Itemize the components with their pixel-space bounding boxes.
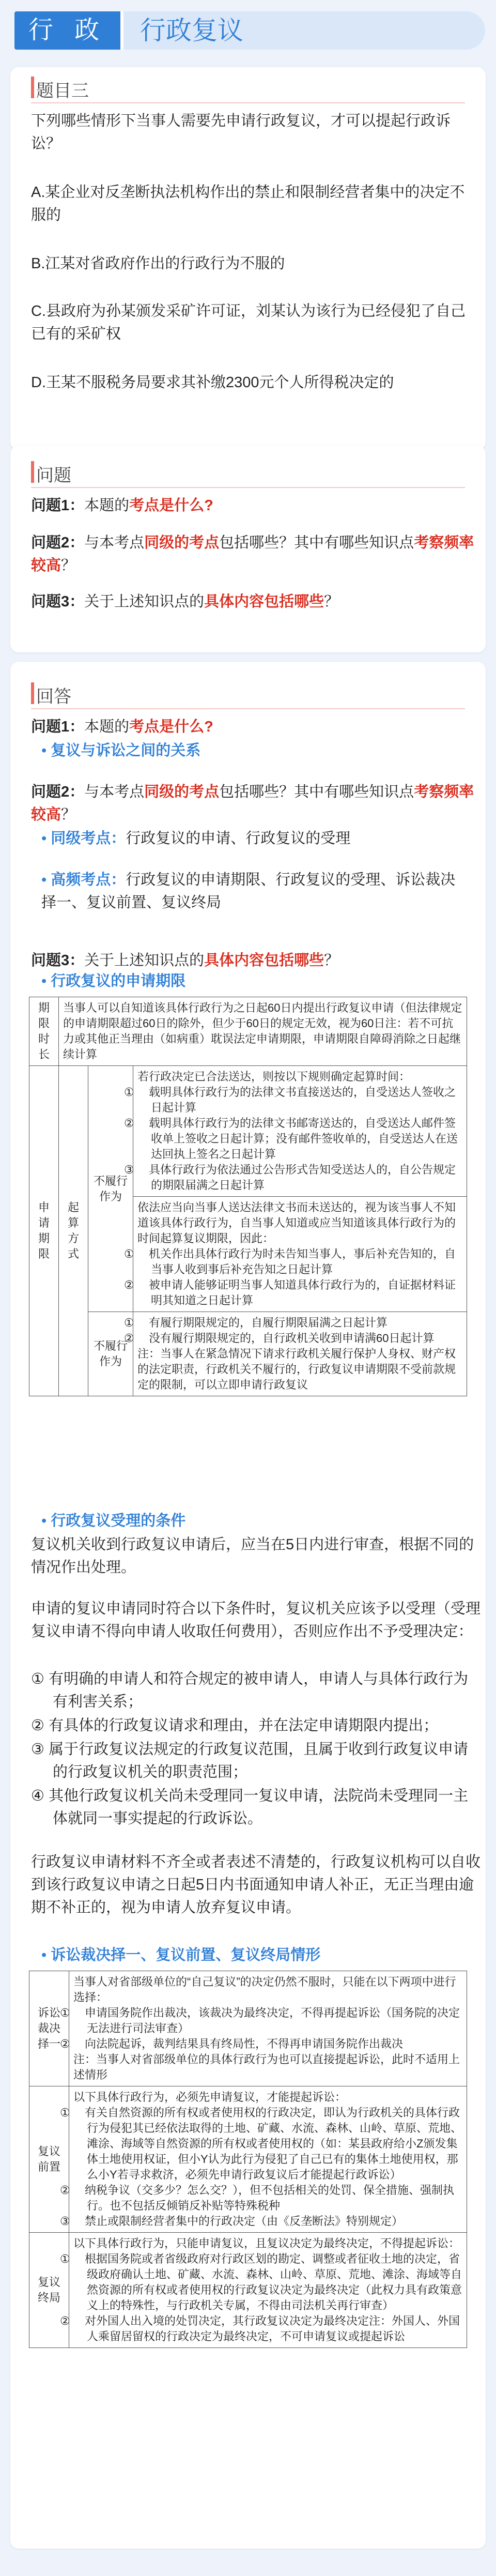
final-item: [60, 2313, 462, 2344]
choice-note: 注：当事人对省部级单位的具体行政行为也可以直接提起诉讼，此时不适用上述情形: [73, 2053, 460, 2081]
category-tag: 行 政: [14, 11, 120, 50]
precondition-item: [60, 2105, 462, 2183]
condition-item: [31, 1785, 475, 1830]
served-head: 若行政决定已合法送达，则按以下规则确定起算时间：: [137, 1070, 411, 1083]
bullet-dot: •: [41, 1513, 51, 1529]
q1-text: 本题的: [84, 497, 130, 514]
marker: ①: [60, 2006, 70, 2019]
precondition-item: [60, 2183, 462, 2214]
not-served-item: [124, 1277, 462, 1308]
question-stem: 下列哪些情形下当事人需要先申请行政复议，才可以提起行政诉讼？: [31, 113, 451, 152]
marker: ①: [60, 2252, 70, 2265]
option-b[interactable]: B.江某对省政府作出的行政行为不服的: [31, 255, 285, 272]
not-served-item-text: 机关作出具体行政行为时未告知当事人，事后补充告知的，自当事人收到事后补充告知之日起计算: [149, 1247, 456, 1276]
final-item-text: 对外国人出入境的处罚决定，其行政复议决定为最终决定注：外国人、外国人乘留居留权的行政决定为最终决定，不可申请复议或提起诉讼: [85, 2314, 460, 2343]
final-item-text: 根据国务院或者省级政府对行政区划的勘定、调整或者征收土地的决定，省级政府确认土地、矿藏、水流、森林、山岭、草原、荒地、滩涂、海域等自然资源的所有权或者使用权的行政复议决定为最终决定（此权力具有政策意义上的特殊性，与行政机关专属，不得由司法机关再行审查）: [85, 2252, 462, 2312]
aq2-prefix: 问题2：: [31, 784, 85, 800]
not-act-item: [124, 1315, 462, 1331]
marker: ②: [31, 1717, 44, 1734]
marker: ②: [60, 2314, 70, 2327]
not-act-item-text: 没有履行期限规定的，自行政机关收到申请满60日起计算: [149, 1332, 435, 1345]
marker: ①: [124, 1086, 134, 1099]
condition-item: [31, 1738, 475, 1784]
wenti-q1: [31, 494, 475, 517]
cell-served: [124, 1066, 467, 1197]
q2-red1: 同级的考点: [144, 535, 220, 551]
q2-end: ？: [61, 557, 76, 574]
row-precondition-content: [60, 2086, 467, 2233]
wenti-title: 问题: [36, 466, 71, 485]
a1-text: 复议与诉讼之间的关系: [51, 742, 201, 759]
section-bar: [31, 461, 34, 483]
q3-red: 具体内容包括哪些: [204, 593, 324, 610]
a2-text: 行政复议的申请、行政复议的受理: [126, 830, 351, 847]
option-a[interactable]: A.某企业对反垄断执法机构作出的禁止和限制经营者集中的决定不服的: [31, 184, 465, 223]
served-item: [124, 1085, 462, 1116]
answer-q3: [31, 949, 475, 972]
cell-not-served: [124, 1197, 467, 1312]
aq2-text1: 与本考点: [84, 784, 145, 800]
condition-text: 有具体的行政复议请求和理由，并在法定申请期限内提出；: [49, 1717, 439, 1734]
section-bar: [31, 77, 34, 98]
marker: ②: [124, 1117, 134, 1130]
condition-text: 有明确的申请人和符合规定的被申请人，申请人与具体行政行为有利害关系；: [49, 1671, 469, 1710]
question-title: 题目三: [36, 82, 89, 101]
precondition-item-text: 纳税争议（交多少？怎么交？），但不包括相关的处罚、保全措施、强制执行。也不包括反倾销反补贴等特殊税种: [85, 2184, 455, 2212]
not-served-head: 依法应当向当事人送达法律文书而未送达的，视为该当事人不知道该具体行政行为，自当事人知道或应当知道该具体行政行为的时间起算复议期限，因此：: [137, 1201, 456, 1245]
cell-period-length: 当事人可以自知道该具体行政行为之日起60日内提出行政复议申请（但法律规定的申请期限超过60日的除外，但少于60日的规定无效，视为60日注：若不可抗力或其他正当理由（如病重）耽误法定申请期限，申请期限自障碍消除之日起继续计算: [59, 997, 467, 1066]
condition-item: [31, 1714, 475, 1737]
aq3-end: ？: [324, 952, 339, 969]
marker: ②: [124, 1278, 134, 1291]
marker: ④: [31, 1788, 44, 1804]
cell-period-length-label: 期限时长: [29, 997, 59, 1066]
bullet-dot: •: [41, 872, 51, 888]
choice-item-text: 向法院起诉，裁判结果具有终局性，不得再申请国务院作出裁决: [85, 2037, 404, 2050]
choice-item-text: 申请国务院作出裁决，该裁决为最终决定，不得再提起诉讼（国务院的决定无法进行司法审查）: [85, 2006, 460, 2035]
served-item-text: 载明具体行政行为的法律文书邮寄送达的，自受送达人邮件签收单上签收之日起计算；没有邮件签收单的，自受送达人在送达回执上签名之日起计算: [149, 1117, 458, 1161]
wenti-card: [10, 446, 486, 652]
option-c[interactable]: C.县政府为孙某颁发采矿许可证，刘某认为该行为已经侵犯了自己已有的采矿权: [31, 303, 466, 342]
wenti-q3: [31, 590, 475, 613]
precondition-item-text: 禁止或限制经营者集中的行政决定（由《反垄断法》特别规定）: [85, 2215, 404, 2228]
aq3-red: 具体内容包括哪些: [204, 952, 324, 969]
section-underline: [31, 102, 465, 103]
served-item: [124, 1116, 462, 1162]
choice-head: 当事人对省部级单位的“自己复议”的决定仍然不服时，只能在以下两项中进行选择：: [73, 1975, 456, 2004]
choice-item: [60, 2036, 462, 2052]
marker: ①: [124, 1247, 134, 1260]
cell-period-label: 申请期限: [29, 1066, 59, 1396]
bullet-dot: •: [41, 742, 51, 759]
answer-a2: [41, 827, 465, 850]
section-underline: [31, 708, 465, 709]
aq3-prefix: 问题3：: [31, 952, 85, 969]
row-final-label: 复议终局: [29, 2233, 69, 2348]
marker: ①: [124, 1316, 134, 1329]
q3-end: ？: [324, 593, 339, 610]
answer-title: 回答: [36, 688, 71, 707]
application-period-table: [29, 997, 467, 1396]
answer-q2: [31, 781, 475, 826]
cell-not-perform-label: 不履行作为: [88, 1066, 133, 1312]
marker: ②: [60, 2184, 70, 2197]
row-precondition-label: 复议前置: [29, 2086, 69, 2233]
not-act-note: 注：当事人在紧急情况下请求行政机关履行保护人身权、财产权的法定职责，行政机关不履行的，行政复议申请期限不受前款规定的限制，可以立即申请行政复议: [137, 1347, 456, 1391]
final-head: 以下具体行政行为，只能申请复议，且复议决定为最终决定，不得提起诉讼：: [73, 2237, 460, 2250]
answer-card: [10, 662, 486, 2549]
row-choice-label: 诉讼裁决择一: [29, 1971, 69, 2086]
q1-red: 考点是什么?: [129, 497, 213, 514]
not-act-item: [124, 1331, 462, 1346]
q1-prefix: 问题1：: [31, 497, 85, 514]
precondition-item-text: 有关自然资源的所有权或者使用权的行政决定，即认为行政机关的具体行政行为侵犯其已经依法取得的土地、矿藏、水流、森林、山岭、草原、荒地、滩涂、海域等自然资源的所有权或者使用权的（如：某县政府给小Z颁发集体土地使用权证，但小Y认为此行为侵犯了自己已有的集体土地使用权，那么小Y若寻求救济，必须先申请行政复议后才能提起行政诉讼）: [85, 2106, 462, 2181]
answer-a2b: [41, 868, 465, 914]
bullet-dot: •: [41, 1947, 51, 1963]
question-card: [10, 67, 486, 450]
aq1-prefix: 问题1：: [31, 719, 85, 735]
q2-red2: 考察频率较高: [31, 535, 474, 574]
aq1-text: 本题的: [84, 719, 130, 735]
table1-title: [41, 970, 465, 993]
page-title: 行政复议: [123, 11, 485, 50]
section2-p3: 行政复议申请材料不齐全或者表述不清楚的，行政复议机构可以自收到该行政复议申请之日起5日内书面通知申请人补正，无正当理由逾期不补正的，视为申请人放弃复议申请。: [31, 1854, 481, 1916]
served-item: [124, 1162, 462, 1193]
section-bar: [31, 682, 34, 704]
aq3-text: 关于上述知识点的: [84, 952, 205, 969]
cell-start-label: 起算方式: [59, 1066, 88, 1396]
header: [0, 0, 496, 61]
section2-p1: 复议机关收到行政复议申请后，应当在5日内进行审查，根据不同的情况作出处理。: [31, 1536, 474, 1576]
section2-title-text: 行政复议受理的条件: [51, 1513, 186, 1529]
a2-label: 同级考点：: [51, 830, 126, 847]
aq2-text2: 包括哪些？其中有哪些知识点: [219, 784, 414, 800]
not-served-item: [124, 1246, 462, 1277]
row-choice-content: [60, 1971, 467, 2086]
marker: ③: [124, 1163, 134, 1176]
precondition-item: [60, 2214, 462, 2229]
q3-prefix: 问题3：: [31, 593, 85, 610]
aq2-end: ？: [61, 806, 76, 823]
cell-not-act: [124, 1312, 467, 1396]
q2-text1: 与本考点: [84, 535, 145, 551]
option-d[interactable]: D.王某不服税务局要求其补缴2300元个人所得税决定的: [31, 374, 394, 391]
not-act-item-text: 有履行期限规定的，自履行期限届满之日起计算: [149, 1316, 388, 1329]
condition-item: [31, 1668, 475, 1713]
q3-text: 关于上述知识点的: [84, 593, 205, 610]
not-served-item-text: 被申请人能够证明当事人知道具体行政行为的，自证据材料证明其知道之日起计算: [149, 1278, 456, 1307]
condition-text: 其他行政复议机关尚未受理同一复议申请，法院尚未受理同一主体就同一事实提起的行政诉讼。: [49, 1788, 469, 1827]
section2-p2: 申请的复议申请同时符合以下条件时，复议机关应该予以受理（受理复议申请不得向申请人收取任何费用），否则应作出不予受理决定：: [31, 1601, 481, 1640]
a2b-label: 高频考点：: [51, 872, 126, 888]
served-item-text: 具体行政行为依法通过公告形式告知受送达人的，自公告规定的期限届满之日起计算: [149, 1163, 456, 1192]
marker: ①: [60, 2106, 70, 2119]
bullet-dot: •: [41, 830, 51, 847]
cell-not-act-label: 不履行作为: [88, 1312, 133, 1396]
answer-q1: [31, 715, 475, 738]
a2b-text: 行政复议的申请期限、行政复议的受理、诉讼裁决择一、复议前置、复议终局: [41, 872, 456, 911]
section-underline: [31, 487, 465, 488]
wenti-q2: [31, 531, 475, 577]
served-item-text: 载明具体行政行为的法律文书直接送达的，自受送达人签收之日起计算: [149, 1086, 456, 1114]
row-final-content: [60, 2233, 467, 2348]
aq2-red1: 同级的考点: [144, 784, 220, 800]
q2-text2: 包括哪些？其中有哪些知识点: [219, 535, 414, 551]
marker: ③: [31, 1741, 44, 1758]
marker: ③: [60, 2215, 70, 2228]
final-item: [60, 2251, 462, 2313]
marker: ①: [31, 1671, 44, 1687]
section2-title: [41, 1510, 465, 1532]
aq2-red2: 考察频率较高: [31, 784, 474, 823]
table2-title-text: 诉讼裁决择一、复议前置、复议终局情形: [51, 1947, 321, 1963]
answer-a1: [41, 739, 465, 762]
precondition-head: 以下具体行政行为，必须先申请复议，才能提起诉讼：: [73, 2091, 347, 2104]
condition-text: 属于行政复议法规定的行政复议范围，且属于收到行政复议申请的行政复议机关的职责范围；: [49, 1741, 469, 1780]
choice-item: [60, 2005, 462, 2036]
marker: ②: [124, 1332, 134, 1345]
table2-title: [41, 1944, 465, 1967]
q2-prefix: 问题2：: [31, 535, 85, 551]
table1-title-text: 行政复议的申请期限: [51, 973, 186, 989]
special-cases-table: [29, 1971, 467, 2348]
bullet-dot: •: [41, 973, 51, 989]
marker: ②: [60, 2037, 70, 2050]
aq1-red: 考点是什么?: [129, 719, 213, 735]
